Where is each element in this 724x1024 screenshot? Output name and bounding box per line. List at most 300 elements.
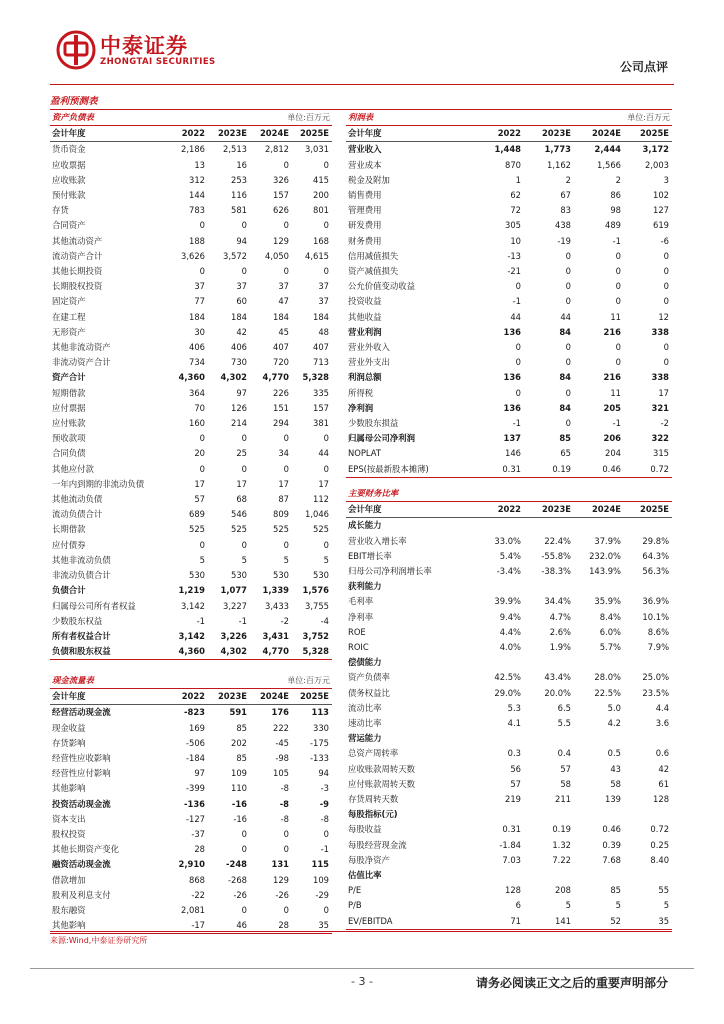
cell-value: 44 bbox=[318, 448, 330, 459]
row-label: 税金及附加 bbox=[348, 174, 390, 185]
cell-value: 0.5 bbox=[607, 748, 621, 759]
cell-value: 1,162 bbox=[547, 159, 571, 170]
cell-value: 0 bbox=[663, 357, 670, 368]
cell-value: 581 bbox=[231, 205, 247, 216]
cell-value bbox=[476, 518, 524, 534]
row-label: 其他长期投资 bbox=[52, 266, 103, 277]
table-row bbox=[346, 792, 672, 807]
cell-value: 5,328 bbox=[302, 372, 330, 383]
row-label: 无形资产 bbox=[52, 326, 86, 337]
cell-value: 4.7% bbox=[549, 611, 571, 622]
cell-value: 0 bbox=[241, 539, 247, 550]
table-row bbox=[50, 431, 332, 446]
cell-value: 216 bbox=[603, 326, 621, 337]
cell-value: -13 bbox=[507, 250, 521, 261]
table-row bbox=[50, 310, 332, 325]
table-row bbox=[50, 158, 332, 173]
row-label: 所有者权益合计 bbox=[52, 630, 111, 641]
cell-value: 0 bbox=[663, 296, 670, 307]
cell-value: 0 bbox=[515, 281, 521, 292]
category-row bbox=[346, 868, 672, 883]
cell-value: 68 bbox=[236, 494, 247, 505]
table-row bbox=[50, 614, 332, 629]
cell-value: 22.5% bbox=[594, 687, 621, 698]
cell-value: 4.0% bbox=[499, 642, 521, 653]
table-row bbox=[346, 640, 672, 655]
cell-value: 0 bbox=[615, 281, 621, 292]
cell-value: 4,050 bbox=[265, 250, 289, 261]
cell-value: -45 bbox=[275, 737, 289, 748]
cell-value: -136 bbox=[184, 798, 205, 809]
table-row bbox=[346, 158, 672, 173]
cell-value: 2,186 bbox=[181, 144, 205, 155]
cell-value: 2,513 bbox=[223, 144, 247, 155]
table-row bbox=[50, 781, 332, 796]
table-row bbox=[50, 629, 332, 644]
cell-value: 321 bbox=[651, 402, 670, 413]
table-title-row bbox=[50, 673, 332, 689]
row-label: 营业成本 bbox=[348, 159, 382, 170]
cell-value: 94 bbox=[318, 768, 330, 779]
table-row bbox=[346, 716, 672, 731]
row-label: 股利及利息支付 bbox=[52, 889, 111, 900]
cell-value: 71 bbox=[476, 914, 524, 930]
row-label: ROIC bbox=[348, 642, 369, 653]
cell-value: 3,226 bbox=[220, 630, 247, 641]
table-row bbox=[50, 599, 332, 614]
cell-value: 46 bbox=[208, 918, 250, 934]
table-row bbox=[346, 401, 672, 416]
table-row bbox=[50, 370, 332, 385]
cell-value: 4.4 bbox=[655, 702, 670, 713]
cell-value: -26 bbox=[275, 889, 289, 900]
cell-value: 525 bbox=[231, 524, 247, 535]
column-header: 会计年度 bbox=[346, 126, 476, 142]
cell-value: 3,142 bbox=[181, 600, 205, 611]
table-header-row bbox=[50, 126, 332, 142]
column-header: 2025E bbox=[624, 126, 672, 142]
cell-value: 85 bbox=[236, 722, 247, 733]
cell-value: 0 bbox=[323, 829, 330, 840]
cell-value: 8.40 bbox=[650, 854, 670, 865]
cell-value: 3,433 bbox=[265, 600, 289, 611]
row-label: 所得税 bbox=[348, 387, 374, 398]
cell-value: -37 bbox=[191, 829, 205, 840]
cell-value: 0 bbox=[323, 266, 330, 277]
cell-value: 11 bbox=[610, 387, 621, 398]
row-label: 合同资产 bbox=[52, 220, 86, 231]
cell-value: 4.4% bbox=[499, 626, 521, 637]
cell-value: 5 bbox=[241, 554, 247, 565]
cell-value: 689 bbox=[189, 509, 205, 520]
cell-value: 253 bbox=[231, 174, 247, 185]
row-label: 资产合计 bbox=[52, 372, 86, 383]
cell-value: 102 bbox=[653, 190, 670, 201]
cell-value: 0 bbox=[565, 281, 571, 292]
table-row bbox=[50, 279, 332, 294]
cell-value: 115 bbox=[311, 859, 330, 870]
cell-value: 184 bbox=[231, 311, 247, 322]
cell-value: -184 bbox=[185, 753, 205, 764]
cell-value bbox=[476, 807, 524, 822]
table-title-row bbox=[346, 110, 672, 126]
cell-value: 144 bbox=[189, 190, 205, 201]
row-label: 获利能力 bbox=[348, 581, 382, 592]
row-label: P/B bbox=[348, 900, 362, 911]
header-divider bbox=[50, 84, 674, 85]
row-label: 归母公司净利润增长率 bbox=[348, 566, 432, 577]
cell-value: 315 bbox=[653, 448, 670, 459]
cell-value: 1,566 bbox=[597, 159, 621, 170]
table-row bbox=[50, 477, 332, 492]
table-row bbox=[346, 914, 672, 930]
cell-value: 77 bbox=[194, 296, 205, 307]
cell-value: 33.0% bbox=[494, 535, 521, 546]
cell-value: 0 bbox=[199, 220, 205, 231]
table-row bbox=[50, 522, 332, 537]
cell-value: 4,360 bbox=[168, 644, 208, 660]
cell-value: 44 bbox=[510, 311, 521, 322]
cell-value: 0 bbox=[615, 250, 621, 261]
cell-value: 35 bbox=[624, 914, 672, 930]
cell-value: 20.0% bbox=[544, 687, 571, 698]
cell-value: 42 bbox=[236, 326, 247, 337]
cell-value: 157 bbox=[273, 190, 289, 201]
cell-value: 4.1 bbox=[507, 718, 521, 729]
table-row bbox=[50, 446, 332, 461]
cell-value: -6 bbox=[660, 235, 670, 246]
row-label: 股权投资 bbox=[52, 829, 86, 840]
cell-value: -98 bbox=[275, 753, 289, 764]
column-header: 会计年度 bbox=[50, 689, 168, 705]
table-unit: 单位:百万元 bbox=[524, 110, 672, 126]
cell-value: 13 bbox=[194, 159, 205, 170]
page-number: - 3 - bbox=[351, 975, 373, 988]
cell-value: 0.4 bbox=[557, 748, 571, 759]
cell-value: -8 bbox=[320, 813, 330, 824]
cell-value: 17 bbox=[194, 478, 205, 489]
cell-value: 0 bbox=[663, 342, 670, 353]
row-label: 营业收入增长率 bbox=[348, 535, 407, 546]
cell-value: 2 bbox=[565, 174, 571, 185]
cell-value: 97 bbox=[236, 387, 247, 398]
cell-value: 85 bbox=[559, 433, 571, 444]
cell-value: 10.1% bbox=[642, 611, 670, 622]
cell-value: 546 bbox=[231, 509, 247, 520]
cell-value: 0.25 bbox=[650, 839, 670, 850]
cell-value: 0 bbox=[283, 220, 289, 231]
cell-value: 626 bbox=[273, 205, 289, 216]
cell-value bbox=[624, 731, 672, 746]
row-label: 资产负债率 bbox=[348, 672, 390, 683]
cell-value: 29.8% bbox=[642, 535, 670, 546]
row-label: 偿债能力 bbox=[348, 657, 382, 668]
cell-value: 0 bbox=[615, 296, 621, 307]
table-row bbox=[346, 279, 672, 294]
row-label: 资产减值损失 bbox=[348, 266, 399, 277]
section-title: 盈利预测表 bbox=[50, 93, 672, 110]
cell-value: 3 bbox=[663, 174, 670, 185]
cell-value: 131 bbox=[271, 859, 289, 870]
cell-value: 5 bbox=[615, 900, 621, 911]
cell-value bbox=[524, 807, 574, 822]
table-row bbox=[50, 888, 332, 903]
cell-value: 868 bbox=[189, 874, 205, 885]
cell-value: 0 bbox=[283, 539, 289, 550]
cell-value: 0 bbox=[241, 463, 247, 474]
row-label: 投资活动现金流 bbox=[52, 798, 111, 809]
cell-value: 3,227 bbox=[223, 600, 247, 611]
cell-value: 17 bbox=[236, 478, 247, 489]
table-row bbox=[346, 264, 672, 279]
cell-value: 112 bbox=[313, 494, 330, 505]
table-title: 资产负债表 bbox=[50, 110, 208, 126]
row-label: 经营性应付影响 bbox=[52, 768, 111, 779]
cell-value: 326 bbox=[273, 174, 289, 185]
cell-value bbox=[574, 807, 624, 822]
cell-value: 37 bbox=[278, 281, 289, 292]
cell-value: 129 bbox=[273, 235, 289, 246]
table-row bbox=[346, 610, 672, 625]
table-row bbox=[346, 822, 672, 837]
cell-value bbox=[524, 731, 574, 746]
cell-value: 0 bbox=[323, 220, 330, 231]
row-label: 预收款项 bbox=[52, 433, 86, 444]
cell-value: 0.72 bbox=[650, 824, 670, 835]
column-header: 2023E bbox=[208, 689, 250, 705]
table-row bbox=[346, 203, 672, 218]
table-row bbox=[50, 842, 332, 857]
cell-value: 12 bbox=[658, 311, 670, 322]
row-label: 少数股东权益 bbox=[52, 615, 103, 626]
column-header: 2024E bbox=[574, 502, 624, 518]
table-row bbox=[50, 340, 332, 355]
cell-value: 9.4% bbox=[499, 611, 521, 622]
table-row bbox=[346, 234, 672, 249]
row-label: 利润总额 bbox=[348, 372, 382, 383]
cell-value bbox=[476, 655, 524, 670]
cell-value: 0 bbox=[323, 433, 330, 444]
cell-value: 3,431 bbox=[262, 630, 289, 641]
cell-value: 2 bbox=[615, 174, 621, 185]
cell-value: 0.31 bbox=[476, 462, 524, 478]
cell-value: 188 bbox=[189, 235, 205, 246]
table-header-row bbox=[50, 689, 332, 705]
row-label: 资本支出 bbox=[52, 813, 86, 824]
cell-value bbox=[624, 655, 672, 670]
cell-value: 176 bbox=[271, 707, 289, 718]
cell-value bbox=[574, 655, 624, 670]
cell-value: 47 bbox=[278, 296, 289, 307]
cell-value: 0 bbox=[241, 266, 247, 277]
row-label: 投资收益 bbox=[348, 296, 382, 307]
cell-value: 141 bbox=[524, 914, 574, 930]
row-label: 其他收益 bbox=[348, 311, 382, 322]
cell-value: 0 bbox=[565, 387, 571, 398]
row-label: 融资活动现金流 bbox=[52, 859, 111, 870]
table-row bbox=[346, 762, 672, 777]
cell-value: -1 bbox=[612, 235, 621, 246]
cell-value: 29.0% bbox=[494, 687, 521, 698]
column-header: 2024E bbox=[574, 126, 624, 142]
cell-value: 205 bbox=[603, 402, 621, 413]
table-row bbox=[50, 797, 332, 812]
column-header: 2022 bbox=[168, 689, 208, 705]
cell-value: 338 bbox=[651, 372, 670, 383]
table-row bbox=[346, 325, 672, 340]
cell-value: 211 bbox=[555, 794, 571, 805]
cell-value: 530 bbox=[273, 570, 289, 581]
cell-value: 169 bbox=[189, 722, 205, 733]
cell-value: -8 bbox=[280, 783, 289, 794]
cell-value: 34.4% bbox=[544, 596, 571, 607]
cell-value: 98 bbox=[610, 205, 621, 216]
cell-value: -1 bbox=[512, 418, 521, 429]
cell-value: 45 bbox=[278, 326, 289, 337]
table-row bbox=[50, 249, 332, 264]
cell-value: 2,444 bbox=[594, 144, 621, 155]
cell-value: 151 bbox=[273, 402, 289, 413]
table-row bbox=[50, 188, 332, 203]
cell-value: 5 bbox=[663, 900, 670, 911]
table-row bbox=[346, 188, 672, 203]
cell-value: 5,328 bbox=[292, 644, 332, 660]
table-row bbox=[346, 310, 672, 325]
cell-value: 330 bbox=[313, 722, 330, 733]
cell-value: 734 bbox=[189, 357, 205, 368]
column-header: 2024E bbox=[250, 689, 292, 705]
row-label: 存货影响 bbox=[52, 737, 86, 748]
cell-value: 168 bbox=[313, 235, 330, 246]
table-row bbox=[50, 766, 332, 781]
cell-value: 226 bbox=[273, 387, 289, 398]
cell-value: 0 bbox=[515, 342, 521, 353]
cell-value bbox=[574, 731, 624, 746]
cell-value: 530 bbox=[313, 570, 330, 581]
row-label: 信用减值损失 bbox=[348, 250, 399, 261]
row-label: 成长能力 bbox=[348, 520, 382, 531]
cell-value: 0 bbox=[241, 905, 247, 916]
row-label: 长期股权投资 bbox=[52, 281, 103, 292]
row-label: 债务权益比 bbox=[348, 687, 390, 698]
row-label: 短期借款 bbox=[52, 387, 86, 398]
cell-value: 1.9% bbox=[549, 642, 571, 653]
table-row bbox=[346, 898, 672, 913]
cell-value: 381 bbox=[313, 418, 330, 429]
cell-value: 294 bbox=[273, 418, 289, 429]
cell-value: 136 bbox=[503, 372, 521, 383]
cell-value: 85 bbox=[236, 753, 247, 764]
cell-value: 84 bbox=[559, 326, 571, 337]
row-label: 经营活动现金流 bbox=[52, 707, 111, 718]
row-label: 其他非流动资产 bbox=[52, 342, 111, 353]
cell-value: 0 bbox=[283, 829, 289, 840]
zhongtai-logo-icon bbox=[56, 30, 96, 70]
table-row bbox=[50, 462, 332, 477]
table-row bbox=[346, 670, 672, 685]
row-label: 在建工程 bbox=[52, 311, 86, 322]
cell-value: 42.5% bbox=[494, 672, 521, 683]
row-label: EPS(按最新股本摊薄) bbox=[346, 462, 476, 478]
report-type: 公司点评 bbox=[619, 60, 668, 74]
cell-value: 0 bbox=[241, 433, 247, 444]
cell-value bbox=[476, 868, 524, 883]
cell-value: 338 bbox=[651, 326, 670, 337]
cash-flow-table bbox=[50, 673, 332, 934]
cell-value: 1,219 bbox=[178, 585, 205, 596]
cell-value: 1,448 bbox=[494, 144, 521, 155]
cell-value: 20 bbox=[194, 448, 205, 459]
table-row bbox=[346, 142, 672, 158]
cell-value: 128 bbox=[653, 794, 670, 805]
row-label: 应收账款周转天数 bbox=[348, 763, 415, 774]
table-row bbox=[346, 355, 672, 370]
cell-value: 2,081 bbox=[181, 905, 205, 916]
cell-value: 58 bbox=[560, 778, 571, 789]
cell-value bbox=[524, 579, 574, 594]
table-row bbox=[50, 203, 332, 218]
row-label: 经营性应收影响 bbox=[52, 753, 111, 764]
cell-value: 0 bbox=[283, 844, 289, 855]
cell-value: 5.7% bbox=[599, 642, 621, 653]
cell-value: -2 bbox=[660, 418, 670, 429]
column-header: 2025E bbox=[624, 502, 672, 518]
table-title: 现金流量表 bbox=[50, 673, 208, 689]
row-label: 营业外支出 bbox=[348, 357, 390, 368]
row-label: 应付票据 bbox=[52, 402, 86, 413]
cell-value: 0 bbox=[199, 539, 205, 550]
cell-value: 84 bbox=[559, 402, 571, 413]
cell-value: 1 bbox=[515, 174, 521, 185]
cell-value: 17 bbox=[318, 478, 330, 489]
cell-value: 109 bbox=[313, 874, 330, 885]
table-row bbox=[50, 416, 332, 431]
cell-value: 619 bbox=[653, 220, 670, 231]
cell-value: 43 bbox=[610, 763, 621, 774]
table-row bbox=[346, 746, 672, 761]
cell-value: 94 bbox=[236, 235, 247, 246]
row-label: 应付债券 bbox=[52, 539, 86, 550]
cell-value: 0 bbox=[323, 905, 330, 916]
cell-value bbox=[624, 868, 672, 883]
row-label: 财务费用 bbox=[348, 235, 382, 246]
cell-value: 22.4% bbox=[544, 535, 571, 546]
cell-value: 42 bbox=[658, 763, 670, 774]
cell-value: 0 bbox=[283, 266, 289, 277]
cell-value: -823 bbox=[184, 707, 205, 718]
cell-value: 37 bbox=[236, 281, 247, 292]
row-label: 其他长期资产变化 bbox=[52, 844, 119, 855]
row-label: 其他应付款 bbox=[52, 463, 94, 474]
cell-value: 202 bbox=[231, 737, 247, 748]
cell-value: -1 bbox=[512, 296, 521, 307]
row-label: 管理费用 bbox=[348, 205, 382, 216]
row-label: 归属母公司净利润 bbox=[348, 433, 415, 444]
cell-value: -3 bbox=[320, 783, 330, 794]
cell-value: 1,046 bbox=[305, 509, 330, 520]
cell-value: 0 bbox=[565, 342, 571, 353]
cell-value: 105 bbox=[273, 768, 289, 779]
cell-value: -4 bbox=[320, 615, 330, 626]
row-label: 应付账款周转天数 bbox=[348, 778, 415, 789]
cell-value: 0 bbox=[565, 418, 571, 429]
row-label: 股东融资 bbox=[52, 905, 86, 916]
table-row bbox=[50, 812, 332, 827]
cell-value: 2,003 bbox=[645, 159, 670, 170]
cell-value: 415 bbox=[313, 174, 330, 185]
row-label: ROE bbox=[348, 626, 366, 637]
cell-value: -1.84 bbox=[499, 839, 521, 850]
